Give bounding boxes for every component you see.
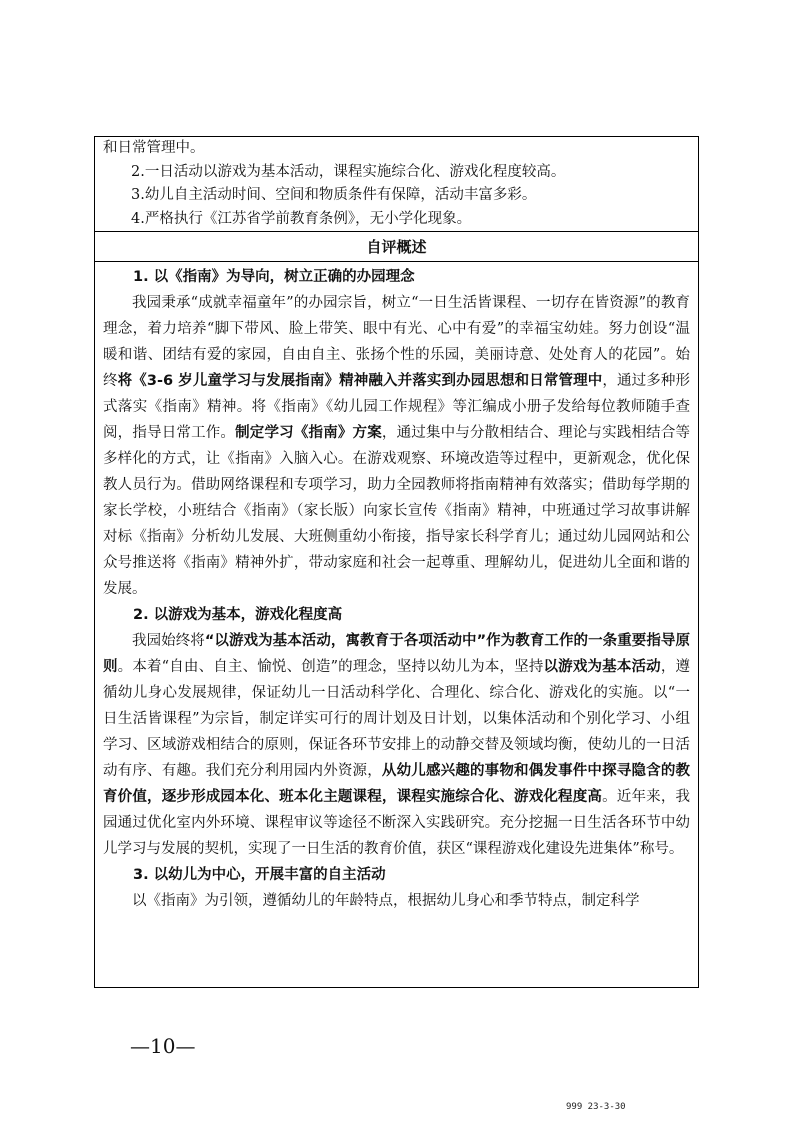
top-line-4: 4.严格执行《江苏省学前教育条例》，无小学化现象。 <box>131 210 472 227</box>
body-text: 。本着“自由、自主、愉悦、创造”的理念，坚持以幼儿为本，坚持 <box>117 659 544 675</box>
emphasis-text: 制定学习《指南》方案 <box>235 425 382 441</box>
section-1-heading: 1. 以《指南》为导向，树立正确的办园理念 <box>133 269 415 285</box>
section-header: 自评概述 <box>366 238 427 256</box>
body-text: ，遵循幼儿身心发展规律，保证幼儿一日活动科学化、合理化、综合化、游戏化的实施。以“一日生活皆课程”为宗旨，制定详实可行的周计划及日计划，以集体活动和个别化学习、小组学习、区域游戏相结合的原则，保证各环节安排上的动静交替及领域均衡，使幼儿的一日活动有序、有趣。我们充分利用园内外资源， <box>103 659 691 779</box>
section-2-paragraph <box>103 628 690 862</box>
top-line-2: 2.一日活动以游戏为基本活动，课程实施综合化、游戏化程度较高。 <box>131 163 566 180</box>
body-text: ，通过多种形式落实《指南》精神。将《指南》《幼儿园工作规程》等汇编成小册子发给每位教师随手查阅，指导日常工作。 <box>103 373 690 441</box>
top-cell <box>95 137 698 232</box>
body-text: 。近年来，我园通过优化室内外环境、课程审议等途径不断深入实践研究。充分挖掘一日生活各环节中幼儿学习与发展的契机，实现了一日生活的教育价值，获区“课程游戏化建设先进集体”称号。 <box>103 789 691 857</box>
section-2-heading: 2. 以游戏为基本，游戏化程度高 <box>133 607 343 623</box>
emphasis-text: 以游戏为基本活动 <box>543 659 661 675</box>
emphasis-text: 从幼儿感兴趣的事物和偶发事件中探寻隐含的教育价值，逐步形成园本化、班本化主题课程，课程实施综合化、游戏化程度高 <box>103 763 691 805</box>
section-3-heading: 3. 以幼儿为中心，开展丰富的自主活动 <box>133 867 386 883</box>
page-number: —10— <box>130 1034 196 1058</box>
body-text: ，通过集中与分散相结合、理论与实践相结合等多样化的方式，让《指南》入脑入心。在游戏观察、环境改造等过程中，更新观念，优化保教人员行为。借助网络课程和专项学习，助力全园教师将指南精神有效落实；借助每学期的家长学校，小班结合《指南》（家长版）向家长宣传《指南》精神，中班通过学习故事讲解对标《指南》分析幼儿发展、大班侧重幼小衔接，指导家长科学育儿；通过幼儿园网站和公众号推送将《指南》精神外扩，带动家庭和社会一起尊重、理解幼儿，促进幼儿全面和谐的发展。 <box>103 425 691 597</box>
top-line-1: 和日常管理中。 <box>103 140 205 156</box>
footer-stamp: 999 23-3-30 <box>566 1102 626 1112</box>
evaluation-table <box>94 136 699 988</box>
top-line-3: 3.幼儿自主活动时间、空间和物质条件有保障，活动丰富多彩。 <box>131 187 537 204</box>
summary-cell <box>95 262 698 987</box>
section-header-row <box>95 232 698 262</box>
body-text: 以《指南》为引领，遵循幼儿的年龄特点，根据幼儿身心和季节特点，制定科学 <box>132 893 640 909</box>
section-1-paragraph <box>103 290 690 602</box>
body-text: 我园始终将 <box>132 633 205 649</box>
emphasis-text: “以游戏为基本活动，寓教育于各项活动中”作为教育工作的一条重要指导原则 <box>103 633 691 675</box>
body-text: 我园秉承“成就幸福童年”的办园宗旨，树立“一日生活皆课程、一切存在皆资源”的教育理念，着力培养“脚下带风、脸上带笑、眼中有光、心中有爱”的幸福宝幼娃。努力创设“温暖和谐、团结有爱的家园，自由自主、张扬个性的乐园，美丽诗意、处处育人的花园”。始终 <box>103 295 690 389</box>
emphasis-text: 将《3-6 岁儿童学习与发展指南》精神融入并落实到办园思想和日常管理中 <box>117 373 603 389</box>
section-3-paragraph <box>103 888 690 914</box>
